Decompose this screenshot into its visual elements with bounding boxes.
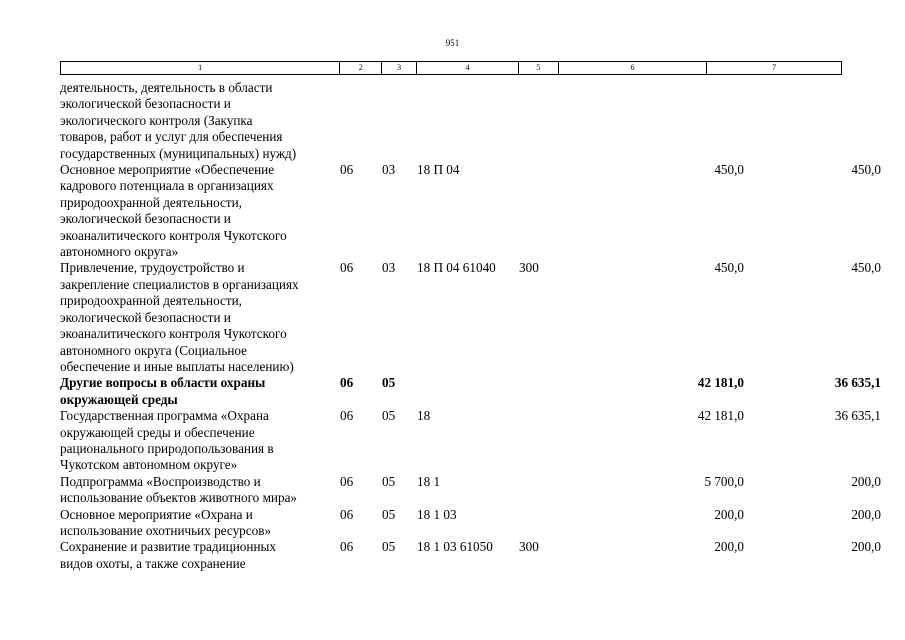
description-line: обеспечение и иные выплаты населению) (60, 358, 294, 374)
description-line: деятельность, деятельность в области (60, 80, 273, 95)
header-col-7: 7 (772, 63, 777, 72)
table-row (60, 539, 881, 572)
header-col-1: 1 (61, 62, 340, 74)
description-line: использование охотничьих ресурсов» (60, 522, 272, 538)
section-code: 06 (340, 506, 354, 522)
description-line: автономного округа» (60, 244, 179, 260)
subsection-code: 05 (382, 506, 396, 522)
amount-col-6: 200,0 (714, 506, 744, 522)
expense-type-code: 300 (519, 260, 539, 276)
description-line: товаров, работ и услуг для обеспечения (60, 129, 283, 145)
amount-col-7: 200,0 (851, 506, 881, 522)
description-line: государственных (муниципальных) нужд) (60, 145, 297, 161)
description-line: окружающей среды и обеспечение (60, 424, 255, 440)
table-row (60, 260, 881, 375)
table-row (60, 375, 881, 408)
description-line: природоохранной деятельности, (60, 293, 242, 309)
description-line: Государственная программа «Охрана (60, 408, 269, 424)
description-line: экологического контроля (Закупка (60, 112, 253, 128)
description-line: Сохранение и развитие традиционных (60, 539, 276, 555)
table-row (60, 473, 881, 507)
section-code: 06 (340, 375, 354, 391)
amount-col-7: 200,0 (851, 473, 881, 489)
section-code: 06 (340, 162, 354, 178)
amount-col-6: 450,0 (714, 260, 744, 276)
header-col-4: 4 (417, 62, 519, 74)
table-row (60, 506, 881, 540)
section-code: 06 (340, 473, 354, 489)
row-description (60, 260, 340, 375)
row-description (60, 539, 340, 572)
header-col-5: 5 (519, 62, 559, 74)
amount-col-7: 450,0 (851, 260, 881, 276)
table-header (60, 61, 842, 75)
table-row (60, 162, 881, 260)
page-number: 951 (445, 38, 460, 48)
subsection-code: 03 (382, 260, 396, 276)
table-body (60, 80, 881, 572)
amount-col-6: 5 700,0 (704, 473, 744, 489)
target-article-code: 18 1 03 61050 (417, 539, 493, 555)
target-article-code: 18 П 04 (417, 162, 460, 178)
amount-col-6: 42 181,0 (697, 375, 744, 391)
description-line: Основное мероприятие «Обеспечение (60, 162, 275, 178)
description-line: окружающей среды (60, 391, 178, 407)
amount-col-7: 200,0 (851, 539, 881, 555)
description-line: экологической безопасности и (60, 96, 231, 112)
description-line: закрепление специалистов в организациях (60, 276, 299, 292)
header-col-2: 2 (340, 62, 382, 74)
table-row (60, 80, 850, 162)
row-description (60, 375, 340, 408)
row-description (60, 408, 340, 474)
amount-col-7: 36 635,1 (834, 375, 881, 391)
subsection-code: 05 (382, 408, 396, 424)
header-col-6: 6 (559, 62, 708, 74)
subsection-code: 05 (382, 473, 396, 489)
description-line: Подпрограмма «Воспроизводство и (60, 473, 261, 489)
description-line: кадрового потенциала в организациях (60, 178, 274, 194)
description-line: использование объектов животного мира» (60, 490, 298, 506)
description-line: экоаналитического контроля Чукотского (60, 227, 287, 243)
target-article-code: 18 (417, 408, 431, 424)
section-code: 06 (340, 539, 354, 555)
section-code: 06 (340, 260, 354, 276)
description-line: экологической безопасности и (60, 309, 231, 325)
amount-col-6: 42 181,0 (697, 408, 744, 424)
description-line: видов охоты, а также сохранение (60, 555, 246, 571)
description-line: автономного округа (Социальное (60, 342, 248, 358)
target-article-code: 18 1 03 (417, 506, 457, 522)
description-line: Привлечение, трудоустройство и (60, 260, 245, 276)
expense-type-code: 300 (519, 539, 539, 555)
description-line: рационального природопользования в (60, 440, 274, 456)
description-line: Основное мероприятие «Охрана и (60, 506, 253, 522)
section-code: 06 (340, 408, 354, 424)
description-line: Другие вопросы в области охраны (60, 375, 266, 391)
amount-col-7: 36 635,1 (834, 408, 881, 424)
table-row (60, 408, 881, 474)
subsection-code: 03 (382, 162, 396, 178)
amount-col-6: 200,0 (714, 539, 744, 555)
description-line: экологической безопасности и (60, 211, 231, 227)
row-description (60, 474, 340, 507)
description-line: экоаналитического контроля Чукотского (60, 326, 287, 342)
target-article-code: 18 П 04 61040 (417, 260, 496, 276)
target-article-code: 18 1 (417, 473, 441, 489)
subsection-code: 05 (382, 375, 396, 391)
description-line: Чукотском автономном округе» (60, 457, 238, 473)
row-description (60, 80, 340, 162)
description-line: природоохранной деятельности, (60, 194, 242, 210)
row-description (60, 162, 340, 260)
header-col-3: 3 (382, 62, 417, 74)
amount-col-6: 450,0 (714, 162, 744, 178)
amount-col-7: 450,0 (851, 162, 881, 178)
subsection-code: 05 (382, 539, 396, 555)
row-description (60, 507, 340, 540)
